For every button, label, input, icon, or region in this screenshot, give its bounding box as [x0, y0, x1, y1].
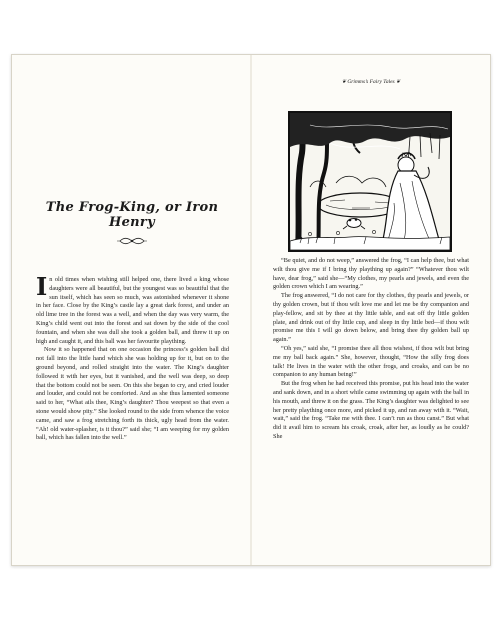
paragraph: But the frog when he had received this promise, put his head into the water and sank down, and in a short while came swimming up again with the ball in his mouth, and threw it on the grass. The King’s daughter was delighted to see her pretty plaything once more, and picked it up, and ran away with it. “Wait, wait,” said the frog. “Take me with thee. I can’t run as thou canst.” But what did it avail him to scream his croak, croak, after her, as loudly as he could? She: [273, 380, 469, 440]
paragraph: “Be quiet, and do not weep,” answered the frog, “I can help thee, but what wilt thou give me if I bring thy plaything up again?” “Whatever thou wilt have, dear frog,” said she—“My clothes, my pearls and jewels, and even the golden crown which I am wearing.”: [273, 257, 469, 291]
leaf-ornament-icon: [117, 235, 147, 247]
left-page: [12, 55, 251, 565]
running-head: ❦ Grimms’s Fairy Tales ❦: [341, 79, 401, 85]
story-title: The Frog-King, or Iron Henry: [45, 200, 219, 230]
paragraph: “Oh yes,” said she, “I promise thee all thou wishest, if thou wilt but bring me my ball back again.” She, however, thought, “How the silly frog does talk! He lives in the water with the other frogs, and croaks, and can be no companion to any human being!”: [273, 344, 469, 379]
right-page: [251, 55, 490, 565]
book-spread: [11, 54, 491, 566]
drop-cap: I: [36, 272, 48, 301]
flourish-icon: ❦: [341, 80, 348, 85]
left-body-text: [36, 272, 229, 443]
paragraph: In old times when wishing still helped one, there lived a king whose daughters were all beautiful, but the youngest was so beautiful that the sun itself, which has seen so much, was astonished whenever it shone in her face. Close by the King’s castle lay a great dark forest, and under an old lime tree in the forest was a well, and when the day was very warm, the King’s child went out into the forest and sat down by the side of the cool fountain, and when she was dull she took a golden ball, and threw it up on high and caught it, and this ball was her favourite plaything.: [36, 272, 229, 345]
paragraph: The frog answered, “I do not care for thy clothes, thy pearls and jewels, or thy golden crown, but if thou wilt love me and let me be thy companion and play-fellow, and sit by thee at thy little table, and eat off thy little golden plate, and drink out of thy little cup, and sleep in thy little bed—if thou wilt promise me this I will go down below, and bring thee thy golden ball up again.”: [273, 292, 469, 344]
right-body-text: [273, 257, 469, 442]
princess-frog-illustration: [288, 111, 452, 252]
paragraph: Now it so happened that on one occasion the princess’s golden ball did not fall into the little hand which she was holding up for it, but on to the ground beyond, and rolled straight into the water. The King’s daughter followed it with her eyes, but it vanished, and the well was deep, so deep that the bottom could not be seen. On this she began to cry, and cried louder and louder, and could not be comforted. And as she thus lamented someone said to her, “What ails thee, King’s daughter? Thou weepest so that even a stone would show pity.” She looked round to the side from whence the voice came, and saw a frog stretching forth its thick, ugly head from the water. “Ah! old water-splasher, is it thou?” said she; “I am weeping for my golden ball, which has fallen into the well.”: [36, 346, 229, 442]
flourish-icon: ❦: [394, 80, 401, 85]
